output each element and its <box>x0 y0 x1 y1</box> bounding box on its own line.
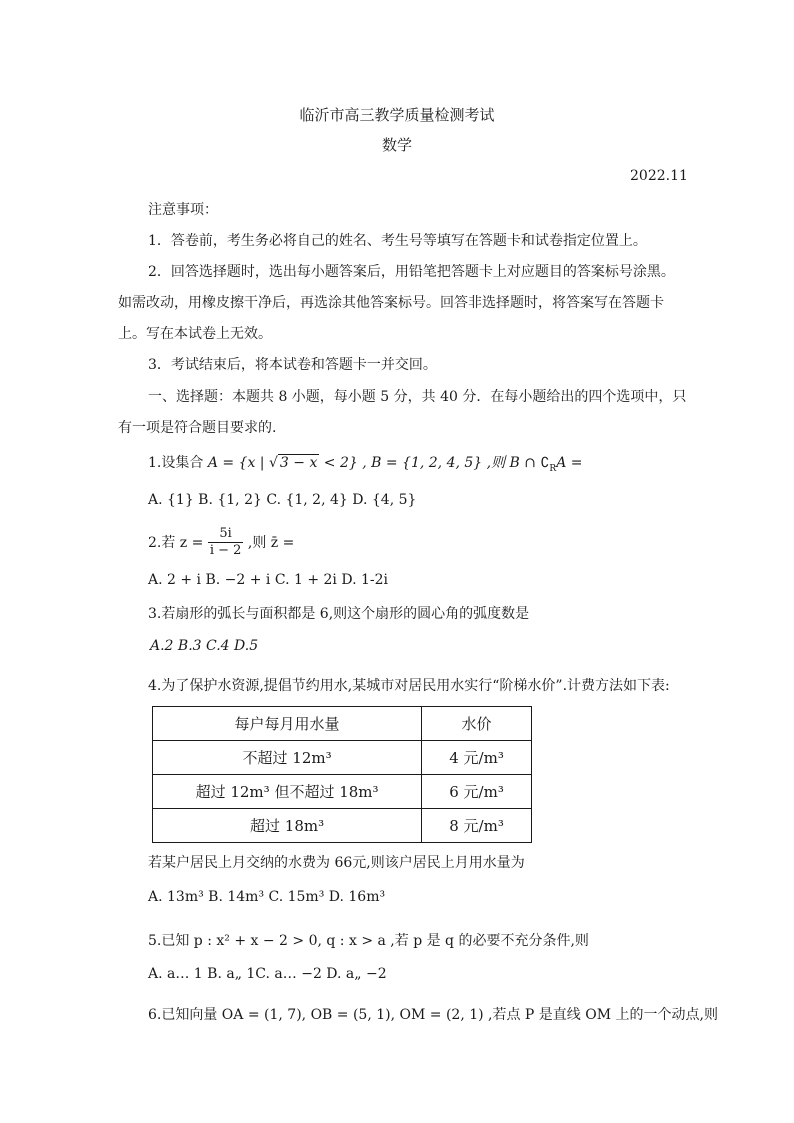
question-1-radicand: 3 − x <box>279 455 318 471</box>
question-2 <box>148 526 294 560</box>
fraction <box>208 526 244 560</box>
note-item-2-line-3: 上。写在本试卷上无效。 <box>118 326 272 342</box>
table-row <box>153 775 532 809</box>
question-4: 4.为了保护水资源,提倡节约用水,某城市对居民用水实行“阶梯水价”.计费方法如下表: <box>148 678 670 694</box>
question-1-expr-b: < 2} , B = {1, 2, 4, 5} ,则 B ∩ <box>319 455 541 471</box>
question-3-options: A.2 B.3 C.4 D.5 <box>150 638 259 654</box>
notes-heading: 注意事项： <box>148 202 218 218</box>
question-1-options: A. {1} B. {1, 2} C. {1, 2, 4} D. {4, 5} <box>148 492 417 508</box>
question-2-options: A. 2 + i B. −2 + i C. 1 + 2i D. 1-2i <box>148 572 388 588</box>
water-price-table <box>152 706 532 843</box>
table-cell-price: 6 元/m³ <box>422 775 532 809</box>
table-header-usage: 每户每月用水量 <box>153 707 422 741</box>
question-2-suffix: ,则 z̄ = <box>243 534 295 551</box>
note-item-2-line-2: 如需改动，用橡皮擦干净后，再选涂其他答案标号。回答非选择题时，将答案写在答题卡 <box>118 295 664 311</box>
table-row <box>153 809 532 843</box>
question-1-prefix: 1.设集合 <box>148 455 208 471</box>
exam-subject: 数学 <box>381 136 412 154</box>
question-1 <box>148 452 582 474</box>
note-item-1: 1．答卷前，考生务必将自己的姓名、考生号等填写在答题卡和试卷指定位置上。 <box>148 233 647 249</box>
question-1-expr-c: A = <box>556 455 583 471</box>
table-cell-price: 4 元/m³ <box>422 741 532 775</box>
question-5: 5.已知 p : x² + x − 2 > 0, q : x > a ,若 p 是 q 的必要不充分条件,则 <box>148 933 589 949</box>
complement-symbol: ∁ <box>540 455 550 471</box>
exam-title: 临沂市高三教学质量检测考试 <box>299 106 495 124</box>
table-header-row <box>153 707 532 741</box>
fraction-denominator: i − 2 <box>209 543 242 559</box>
question-3: 3.若扇形的弧长与面积都是 6,则这个扇形的圆心角的弧度数是 <box>148 606 530 622</box>
question-1-expr-a: A = {x | <box>207 455 269 471</box>
question-4-options: A. 13m³ B. 14m³ C. 15m³ D. 16m³ <box>148 889 386 905</box>
question-6: 6.已知向量 OA = (1, 7), OB = (5, 1), OM = (2, 1) ,若点 P 是直线 OM 上的一个动点,则 <box>148 1007 718 1023</box>
question-5-options: A. a… 1 B. a„ 1C. a… −2 D. a„ −2 <box>148 966 387 982</box>
fraction-numerator: 5i <box>208 526 244 543</box>
table-cell-price: 8 元/m³ <box>422 809 532 843</box>
note-item-2-line-1: 2．回答选择题时，选出每小题答案后，用铅笔把答题卡上对应题目的答案标号涂黑。 <box>148 264 675 280</box>
exam-date: 2022.11 <box>630 168 688 184</box>
table-row <box>153 741 532 775</box>
section-intro-line-1: 一、选择题：本题共 8 小题，每小题 5 分，共 40 分．在每小题给出的四个选项中，只 <box>148 389 687 405</box>
table-cell-usage: 超过 18m³ <box>153 809 422 843</box>
table-header-price: 水价 <box>422 707 532 741</box>
table-cell-usage: 不超过 12m³ <box>153 741 422 775</box>
sqrt-sign: √ <box>268 455 278 471</box>
question-2-prefix: 2.若 z = <box>148 534 208 551</box>
note-item-3: 3．考试结束后，将本试卷和答题卡一并交回。 <box>148 357 437 373</box>
section-intro-line-2: 有一项是符合题目要求的. <box>118 420 277 436</box>
table-cell-usage: 超过 12m³ 但不超过 18m³ <box>153 775 422 809</box>
question-4-after: 若某户居民上月交纳的水费为 66元,则该户居民上月用水量为 <box>148 855 525 871</box>
complement-subscript: R <box>549 463 557 474</box>
